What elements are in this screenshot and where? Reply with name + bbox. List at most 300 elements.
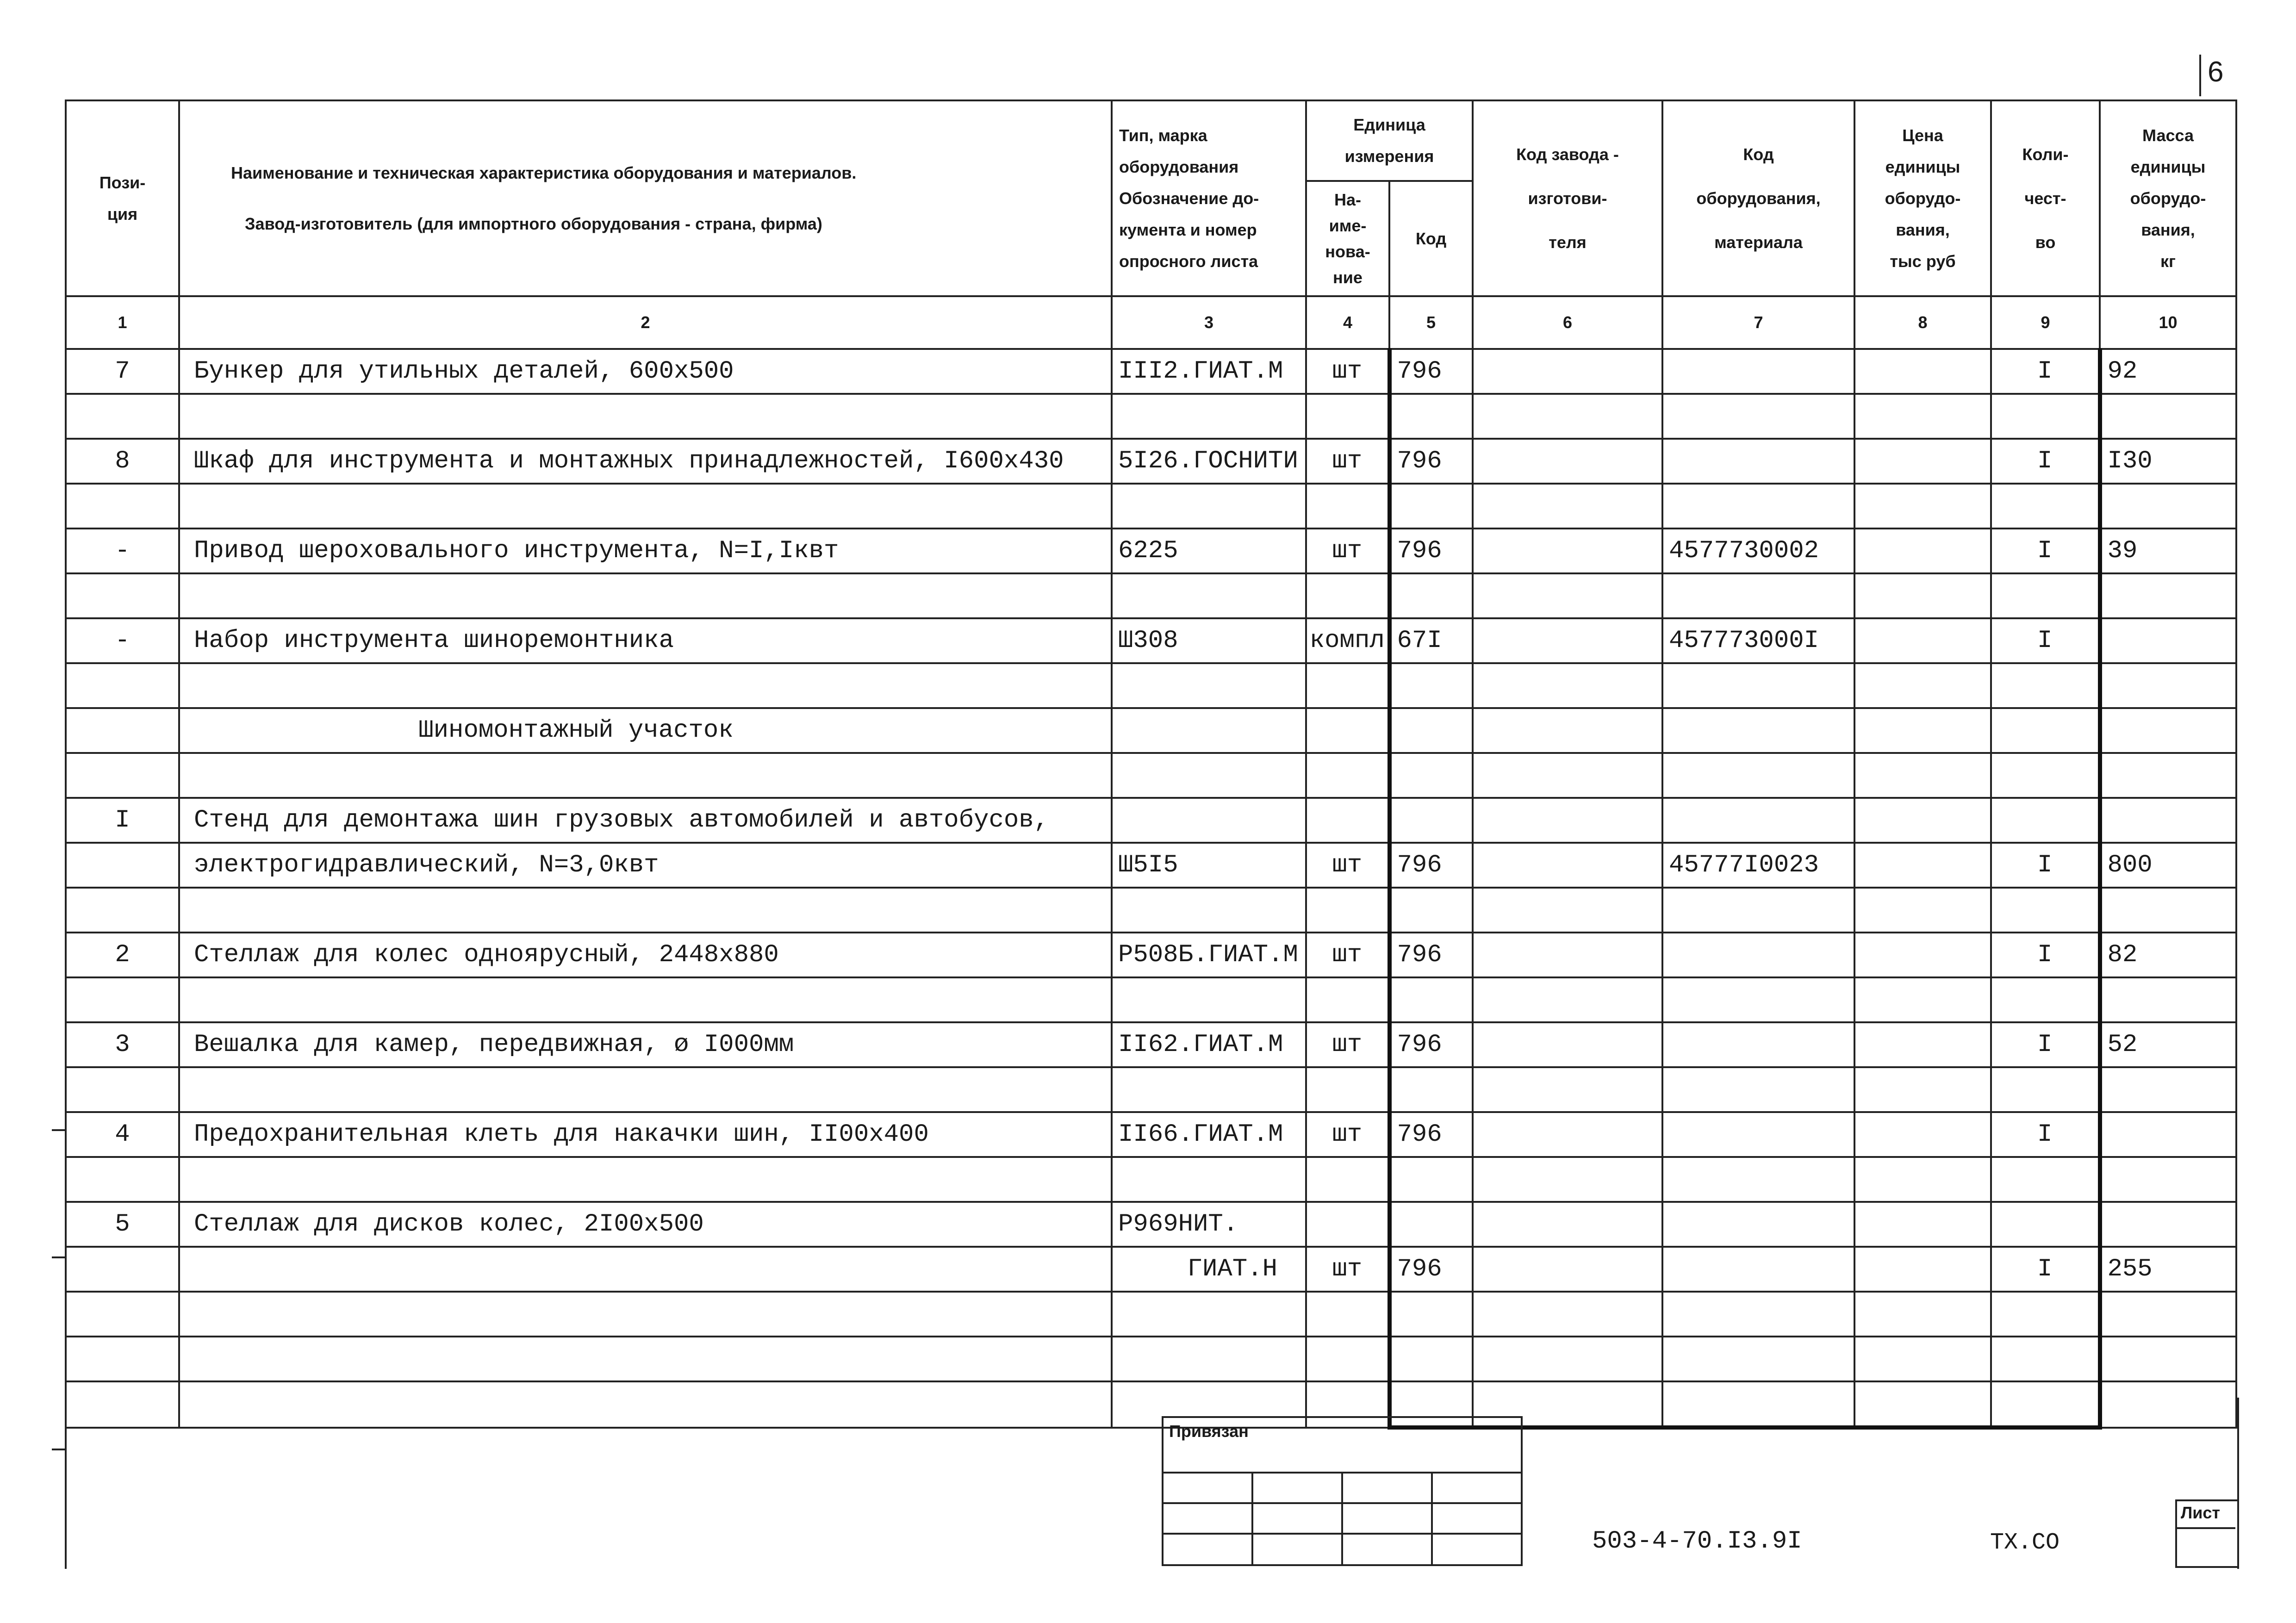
cell-quantity: I	[1991, 1247, 2100, 1292]
cell-unit-code: 796	[1389, 1247, 1473, 1292]
cell-equipment-code: 45777I0023	[1662, 843, 1854, 888]
cell-quantity: I	[1991, 843, 2100, 888]
cell-name: Стенд для демонтажа шин грузовых автомобилей и автобусов,	[179, 798, 1112, 843]
sheet-label: Лист	[2181, 1503, 2221, 1522]
cell-factory-code	[1473, 1067, 1662, 1112]
cell-factory-code	[1473, 888, 1662, 933]
table-row	[66, 663, 2236, 708]
cell-mass: 800	[2100, 843, 2236, 888]
cell-type	[1112, 888, 1306, 933]
cell-mass	[2100, 573, 2236, 618]
table-row	[66, 529, 2236, 573]
cell-unit-code	[1389, 798, 1473, 843]
cell-equipment-code	[1662, 1157, 1854, 1202]
stamp-cell	[1252, 1534, 1342, 1565]
header-factory-code: Код завода - изготови- теля	[1473, 100, 1662, 296]
column-number: 8	[1854, 296, 1991, 349]
cell-price	[1854, 1157, 1991, 1202]
cell-factory-code	[1473, 1112, 1662, 1157]
cell-mass	[2100, 1157, 2236, 1202]
cell-price	[1854, 1247, 1991, 1292]
cell-type: Р969НИТ.	[1112, 1202, 1306, 1247]
cell-position	[66, 888, 179, 933]
cell-position	[66, 977, 179, 1022]
cell-type	[1112, 484, 1306, 529]
cell-equipment-code	[1662, 573, 1854, 618]
cell-unit-name: шт	[1306, 933, 1389, 977]
cell-mass	[2100, 618, 2236, 663]
cell-factory-code	[1473, 933, 1662, 977]
header-quantity: Коли- чест- во	[1991, 100, 2100, 296]
table-row	[66, 484, 2236, 529]
cell-type: ГИАТ.Н	[1112, 1247, 1306, 1292]
cell-unit-name: шт	[1306, 439, 1389, 484]
stamp-cell	[1432, 1503, 1522, 1534]
cell-unit-name: шт	[1306, 1112, 1389, 1157]
cell-equipment-code	[1662, 349, 1854, 394]
margin-tick	[52, 1129, 66, 1131]
cell-factory-code	[1473, 1022, 1662, 1067]
cell-quantity: I	[1991, 349, 2100, 394]
table-row	[66, 394, 2236, 439]
cell-factory-code	[1473, 798, 1662, 843]
cell-unit-code	[1389, 1337, 1473, 1381]
cell-mass	[2100, 798, 2236, 843]
cell-type	[1112, 573, 1306, 618]
cell-position: 7	[66, 349, 179, 394]
cell-unit-code	[1389, 1292, 1473, 1337]
cell-name	[179, 394, 1112, 439]
cell-mass: 82	[2100, 933, 2236, 977]
stamp-cell	[1163, 1534, 1252, 1565]
cell-price	[1854, 753, 1991, 798]
cell-quantity	[1991, 798, 2100, 843]
cell-mass	[2100, 708, 2236, 753]
table-row	[66, 1292, 2236, 1337]
cell-name	[179, 484, 1112, 529]
cell-unit-code: 796	[1389, 349, 1473, 394]
header-unit-code: Код	[1389, 181, 1473, 296]
cell-mass	[2100, 977, 2236, 1022]
cell-name	[179, 1292, 1112, 1337]
cell-position: -	[66, 618, 179, 663]
cell-unit-name	[1306, 888, 1389, 933]
cell-unit-name	[1306, 394, 1389, 439]
cell-quantity	[1991, 888, 2100, 933]
cell-position: 8	[66, 439, 179, 484]
cell-position	[66, 484, 179, 529]
cell-position: I	[66, 798, 179, 843]
cell-position: 4	[66, 1112, 179, 1157]
table-row	[66, 573, 2236, 618]
cell-mass	[2100, 1202, 2236, 1247]
header-type: Тип, марка оборудования Обозначение до- кумента и номер опросного листа	[1112, 100, 1306, 296]
cell-factory-code	[1473, 1337, 1662, 1381]
cell-quantity: I	[1991, 439, 2100, 484]
column-number: 4	[1306, 296, 1389, 349]
cell-position	[66, 1247, 179, 1292]
cell-equipment-code	[1662, 484, 1854, 529]
table-row	[66, 888, 2236, 933]
cell-equipment-code	[1662, 439, 1854, 484]
margin-tick	[52, 1256, 66, 1258]
column-number: 10	[2100, 296, 2236, 349]
cell-factory-code	[1473, 1292, 1662, 1337]
column-number: 5	[1389, 296, 1473, 349]
cell-type	[1112, 1157, 1306, 1202]
cell-type	[1112, 977, 1306, 1022]
cell-type	[1112, 663, 1306, 708]
cell-factory-code	[1473, 484, 1662, 529]
cell-equipment-code	[1662, 1247, 1854, 1292]
binding-stamp	[1162, 1416, 1523, 1564]
sheet-number: 6	[2208, 56, 2224, 88]
cell-price	[1854, 933, 1991, 977]
cell-price	[1854, 977, 1991, 1022]
cell-unit-name: шт	[1306, 349, 1389, 394]
cell-price	[1854, 843, 1991, 888]
cell-unit-code: 796	[1389, 439, 1473, 484]
header-unit-name: На- име- нова- ние	[1306, 181, 1389, 296]
cell-name: Привод шероховального инструмента, N=I,Iквт	[179, 529, 1112, 573]
cell-factory-code	[1473, 573, 1662, 618]
cell-factory-code	[1473, 753, 1662, 798]
cell-mass: I30	[2100, 439, 2236, 484]
cell-quantity	[1991, 573, 2100, 618]
cell-equipment-code	[1662, 1292, 1854, 1337]
document-number: 503-4-70.I3.9I	[1592, 1527, 1802, 1555]
bottom-frame	[65, 1398, 2239, 1569]
table-row	[66, 618, 2236, 663]
cell-equipment-code	[1662, 1022, 1854, 1067]
header-unit-group: Единица измерения	[1306, 100, 1473, 181]
cell-price	[1854, 663, 1991, 708]
sheet-box-divider	[2175, 1527, 2235, 1529]
cell-equipment-code	[1662, 933, 1854, 977]
column-number: 1	[66, 296, 179, 349]
stamp-cell	[1432, 1473, 1522, 1503]
stamp-cell	[1252, 1503, 1342, 1534]
cell-type: Р508Б.ГИАТ.М	[1112, 933, 1306, 977]
cell-factory-code	[1473, 349, 1662, 394]
stamp-cell	[1252, 1473, 1342, 1503]
cell-name: Стеллаж для дисков колес, 2I00х500	[179, 1202, 1112, 1247]
cell-name: Шкаф для инструмента и монтажных принадлежностей, I600х430	[179, 439, 1112, 484]
cell-type: III2.ГИАТ.М	[1112, 349, 1306, 394]
cell-name	[179, 573, 1112, 618]
stamp-cell	[1342, 1473, 1432, 1503]
cell-quantity: I	[1991, 933, 2100, 977]
table-row	[66, 1157, 2236, 1202]
cell-quantity	[1991, 1337, 2100, 1381]
cell-unit-name	[1306, 1337, 1389, 1381]
cell-position	[66, 1157, 179, 1202]
cell-unit-name	[1306, 573, 1389, 618]
cell-position: 5	[66, 1202, 179, 1247]
cell-name	[179, 977, 1112, 1022]
cell-price	[1854, 394, 1991, 439]
cell-unit-code: 796	[1389, 529, 1473, 573]
cell-mass	[2100, 1112, 2236, 1157]
cell-unit-code	[1389, 394, 1473, 439]
column-number: 7	[1662, 296, 1854, 349]
cell-unit-name: шт	[1306, 1247, 1389, 1292]
cell-quantity: I	[1991, 618, 2100, 663]
header-price: Цена единицы оборудо- вания, тыс руб	[1854, 100, 1991, 296]
cell-factory-code	[1473, 708, 1662, 753]
cell-quantity: I	[1991, 1112, 2100, 1157]
cell-quantity	[1991, 1202, 2100, 1247]
cell-type: Ш5I5	[1112, 843, 1306, 888]
cell-position	[66, 753, 179, 798]
cell-type	[1112, 753, 1306, 798]
cell-unit-name	[1306, 1292, 1389, 1337]
cell-quantity	[1991, 977, 2100, 1022]
cell-price	[1854, 484, 1991, 529]
cell-mass	[2100, 753, 2236, 798]
cell-unit-name	[1306, 708, 1389, 753]
cell-position	[66, 1337, 179, 1381]
cell-equipment-code: 457773000I	[1662, 618, 1854, 663]
cell-type	[1112, 798, 1306, 843]
cell-name	[179, 1067, 1112, 1112]
cell-equipment-code	[1662, 1202, 1854, 1247]
header-row	[66, 100, 2236, 181]
cell-position	[66, 573, 179, 618]
cell-name	[179, 753, 1112, 798]
cell-position	[66, 843, 179, 888]
cell-quantity	[1991, 1067, 2100, 1112]
cell-type: Ш308	[1112, 618, 1306, 663]
cell-quantity: I	[1991, 529, 2100, 573]
cell-equipment-code	[1662, 663, 1854, 708]
stamp-cell	[1163, 1473, 1252, 1503]
cell-factory-code	[1473, 843, 1662, 888]
cell-name: Набор инструмента шиноремонтника	[179, 618, 1112, 663]
cell-quantity: I	[1991, 1022, 2100, 1067]
cell-unit-code: 796	[1389, 843, 1473, 888]
cell-mass	[2100, 888, 2236, 933]
cell-name: Шиномонтажный участок	[179, 708, 1112, 753]
cell-name	[179, 1157, 1112, 1202]
cell-unit-code	[1389, 484, 1473, 529]
cell-price	[1854, 798, 1991, 843]
cell-unit-code	[1389, 1202, 1473, 1247]
cell-equipment-code	[1662, 1337, 1854, 1381]
cell-price	[1854, 1067, 1991, 1112]
equipment-spec-table	[65, 99, 2237, 1430]
table-row	[66, 933, 2236, 977]
cell-unit-name: компл	[1306, 618, 1389, 663]
cell-type	[1112, 1292, 1306, 1337]
cell-mass: 255	[2100, 1247, 2236, 1292]
cell-equipment-code	[1662, 708, 1854, 753]
stamp-cell	[1342, 1503, 1432, 1534]
cell-unit-name: шт	[1306, 529, 1389, 573]
cell-type	[1112, 1337, 1306, 1381]
cell-mass	[2100, 1337, 2236, 1381]
cell-unit-code	[1389, 708, 1473, 753]
cell-price	[1854, 888, 1991, 933]
header-name: Наименование и техническая характеристика оборудования и материалов. Завод-изготовитель (для импортного оборудования - страна, фирма)	[179, 100, 1112, 296]
cell-mass	[2100, 1067, 2236, 1112]
column-number-row	[66, 296, 2236, 349]
sheet-number-mark	[2199, 55, 2201, 96]
cell-factory-code	[1473, 618, 1662, 663]
cell-unit-code: 67I	[1389, 618, 1473, 663]
cell-equipment-code	[1662, 753, 1854, 798]
cell-unit-code	[1389, 888, 1473, 933]
column-number: 2	[179, 296, 1112, 349]
cell-quantity	[1991, 708, 2100, 753]
cell-factory-code	[1473, 1157, 1662, 1202]
cell-name: Вешалка для камер, передвижная, ø I000мм	[179, 1022, 1112, 1067]
table-row	[66, 843, 2236, 888]
cell-position	[66, 1292, 179, 1337]
cell-factory-code	[1473, 439, 1662, 484]
cell-mass	[2100, 1292, 2236, 1337]
cell-type: 5I26.ГОСНИТИ	[1112, 439, 1306, 484]
table-row	[66, 1247, 2236, 1292]
cell-unit-code: 796	[1389, 1112, 1473, 1157]
cell-unit-name	[1306, 1157, 1389, 1202]
cell-quantity	[1991, 1292, 2100, 1337]
table-row	[66, 1112, 2236, 1157]
cell-unit-code	[1389, 977, 1473, 1022]
cell-name: Бункер для утильных деталей, 600х500	[179, 349, 1112, 394]
cell-unit-code	[1389, 663, 1473, 708]
cell-unit-code	[1389, 753, 1473, 798]
cell-price	[1854, 1337, 1991, 1381]
cell-price	[1854, 573, 1991, 618]
cell-position: 3	[66, 1022, 179, 1067]
column-number: 6	[1473, 296, 1662, 349]
cell-unit-name	[1306, 798, 1389, 843]
cell-quantity	[1991, 1157, 2100, 1202]
cell-mass: 92	[2100, 349, 2236, 394]
cell-unit-name	[1306, 1067, 1389, 1112]
cell-name	[179, 1247, 1112, 1292]
cell-factory-code	[1473, 394, 1662, 439]
cell-factory-code	[1473, 663, 1662, 708]
cell-name	[179, 663, 1112, 708]
spec-body	[66, 349, 2236, 1428]
cell-position	[66, 394, 179, 439]
cell-price	[1854, 618, 1991, 663]
cell-name: электрогидравлический, N=3,0квт	[179, 843, 1112, 888]
cell-equipment-code	[1662, 1067, 1854, 1112]
cell-type	[1112, 1067, 1306, 1112]
cell-quantity	[1991, 663, 2100, 708]
cell-name: Стеллаж для колес одноярусный, 2448х880	[179, 933, 1112, 977]
cell-unit-name	[1306, 484, 1389, 529]
stamp-title: Привязан	[1163, 1417, 1522, 1473]
cell-quantity	[1991, 484, 2100, 529]
cell-unit-name	[1306, 1202, 1389, 1247]
cell-equipment-code	[1662, 798, 1854, 843]
cell-equipment-code	[1662, 394, 1854, 439]
table-row	[66, 1022, 2236, 1067]
cell-equipment-code	[1662, 888, 1854, 933]
table-row	[66, 977, 2236, 1022]
cell-quantity	[1991, 753, 2100, 798]
table-row	[66, 349, 2236, 394]
header-equipment-code: Код оборудования, материала	[1662, 100, 1854, 296]
cell-unit-code	[1389, 1157, 1473, 1202]
cell-unit-name	[1306, 663, 1389, 708]
cell-equipment-code	[1662, 1112, 1854, 1157]
cell-unit-code: 796	[1389, 933, 1473, 977]
document-code: ТХ.СО	[1990, 1530, 2060, 1556]
cell-mass	[2100, 663, 2236, 708]
table-row	[66, 439, 2236, 484]
cell-price	[1854, 1202, 1991, 1247]
table-row	[66, 1337, 2236, 1381]
cell-name: Предохранительная клеть для накачки шин, II00х400	[179, 1112, 1112, 1157]
cell-quantity	[1991, 394, 2100, 439]
cell-unit-name	[1306, 753, 1389, 798]
cell-unit-code: 796	[1389, 1022, 1473, 1067]
stamp-cell	[1163, 1503, 1252, 1534]
cell-position: -	[66, 529, 179, 573]
margin-tick	[52, 1449, 66, 1450]
cell-type	[1112, 394, 1306, 439]
cell-equipment-code	[1662, 977, 1854, 1022]
cell-price	[1854, 1292, 1991, 1337]
header-position: Пози- ция	[66, 100, 179, 296]
cell-position	[66, 1067, 179, 1112]
table-row	[66, 1202, 2236, 1247]
cell-type	[1112, 708, 1306, 753]
cell-mass	[2100, 484, 2236, 529]
cell-price	[1854, 349, 1991, 394]
cell-price	[1854, 529, 1991, 573]
cell-unit-name: шт	[1306, 843, 1389, 888]
cell-unit-name	[1306, 977, 1389, 1022]
cell-mass: 39	[2100, 529, 2236, 573]
cell-type: 6225	[1112, 529, 1306, 573]
cell-unit-code	[1389, 1067, 1473, 1112]
cell-price	[1854, 439, 1991, 484]
header-mass: Масса единицы оборудо- вания, кг	[2100, 100, 2236, 296]
cell-name	[179, 1337, 1112, 1381]
cell-mass	[2100, 394, 2236, 439]
column-number: 9	[1991, 296, 2100, 349]
stamp-cell	[1432, 1534, 1522, 1565]
cell-position	[66, 663, 179, 708]
cell-price	[1854, 1112, 1991, 1157]
cell-position	[66, 708, 179, 753]
table-row	[66, 798, 2236, 843]
table-row	[66, 1067, 2236, 1112]
cell-type: II62.ГИАТ.М	[1112, 1022, 1306, 1067]
cell-unit-name: шт	[1306, 1022, 1389, 1067]
cell-type: II66.ГИАТ.М	[1112, 1112, 1306, 1157]
stamp-cell	[1342, 1534, 1432, 1565]
column-number: 3	[1112, 296, 1306, 349]
cell-unit-code	[1389, 573, 1473, 618]
cell-mass: 52	[2100, 1022, 2236, 1067]
cell-position: 2	[66, 933, 179, 977]
cell-factory-code	[1473, 1202, 1662, 1247]
cell-name	[179, 888, 1112, 933]
cell-factory-code	[1473, 1247, 1662, 1292]
table-row	[66, 708, 2236, 753]
cell-price	[1854, 1022, 1991, 1067]
cell-factory-code	[1473, 529, 1662, 573]
cell-factory-code	[1473, 977, 1662, 1022]
table-row	[66, 753, 2236, 798]
